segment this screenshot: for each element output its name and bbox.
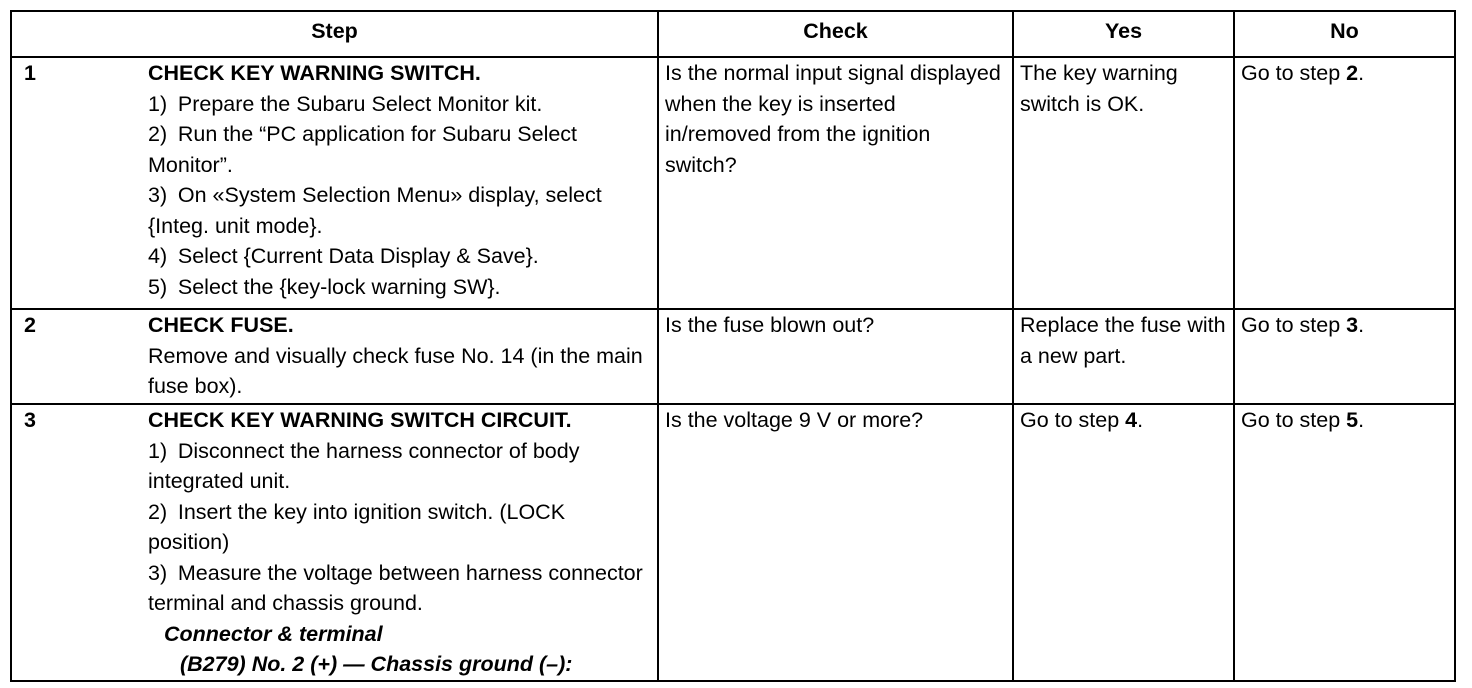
table-row	[11, 57, 1455, 309]
no-prefix: Go to step	[1241, 61, 1347, 85]
step-number: 2	[24, 313, 36, 337]
no-prefix: Go to step	[1241, 313, 1347, 337]
step-cell	[11, 404, 658, 681]
no-step-number: 2	[1346, 61, 1359, 85]
instruction-line: 4) Select {Current Data Display & Save}.	[148, 244, 539, 268]
yes-step-number: 4	[1125, 408, 1138, 432]
table-row	[11, 404, 1455, 681]
step-number: 3	[24, 408, 36, 432]
instruction-line: 2) Run the “PC application for Subaru Select Monitor”.	[148, 122, 578, 177]
no-step-number: 3	[1346, 313, 1359, 337]
instruction-line: 5) Select the {key-lock warning SW}.	[148, 274, 501, 299]
instruction-line: 1) Prepare the Subaru Select Monitor kit.	[148, 91, 543, 116]
instruction-line: 3) On «System Selection Menu» display, select {Integ. unit mode}.	[148, 183, 602, 238]
yes-cell: Replace the fuse with a new part.	[1013, 309, 1234, 404]
no-prefix: Go to step	[1241, 408, 1347, 432]
check-cell: Is the fuse blown out?	[658, 309, 1013, 404]
no-suffix: .	[1358, 61, 1365, 85]
instruction-line: 3) Measure the voltage between harness connector terminal and chassis ground.	[148, 560, 643, 615]
step-title: CHECK FUSE.	[148, 313, 294, 337]
header-yes: Yes	[1013, 11, 1234, 57]
connector-terminal-spec: (B279) No. 2 (+) — Chassis ground (–):	[180, 652, 573, 676]
header-check: Check	[658, 11, 1013, 57]
step-number: 1	[24, 61, 36, 85]
no-suffix: .	[1358, 313, 1365, 337]
table-row	[11, 309, 1455, 404]
yes-prefix: Go to step	[1020, 408, 1126, 432]
yes-suffix: .	[1137, 408, 1144, 432]
no-cell	[1234, 404, 1455, 681]
header-row	[11, 11, 1455, 57]
step-cell	[11, 309, 658, 404]
no-suffix: .	[1358, 408, 1365, 432]
connector-heading: Connector & terminal	[164, 621, 383, 646]
check-cell: Is the voltage 9 V or more?	[658, 404, 1013, 681]
instruction-line: Remove and visually check fuse No. 14 (in the main fuse box).	[148, 343, 643, 398]
header-step: Step	[11, 11, 658, 57]
step-title: CHECK KEY WARNING SWITCH.	[148, 61, 481, 85]
header-no: No	[1234, 11, 1455, 57]
instruction-line: 2) Insert the key into ignition switch. (LOCK position)	[148, 499, 566, 554]
yes-cell: The key warning switch is OK.	[1013, 57, 1234, 309]
no-cell	[1234, 57, 1455, 309]
no-step-number: 5	[1346, 408, 1359, 432]
step-title: CHECK KEY WARNING SWITCH CIRCUIT.	[148, 408, 572, 432]
diagnosis-table	[10, 10, 1456, 682]
yes-cell	[1013, 404, 1234, 681]
check-cell: Is the normal input signal displayed when the key is inserted in/removed from the ignition switch?	[658, 57, 1013, 309]
step-cell	[11, 57, 658, 309]
instruction-line: 1) Disconnect the harness connector of body integrated unit.	[148, 438, 580, 493]
no-cell	[1234, 309, 1455, 404]
